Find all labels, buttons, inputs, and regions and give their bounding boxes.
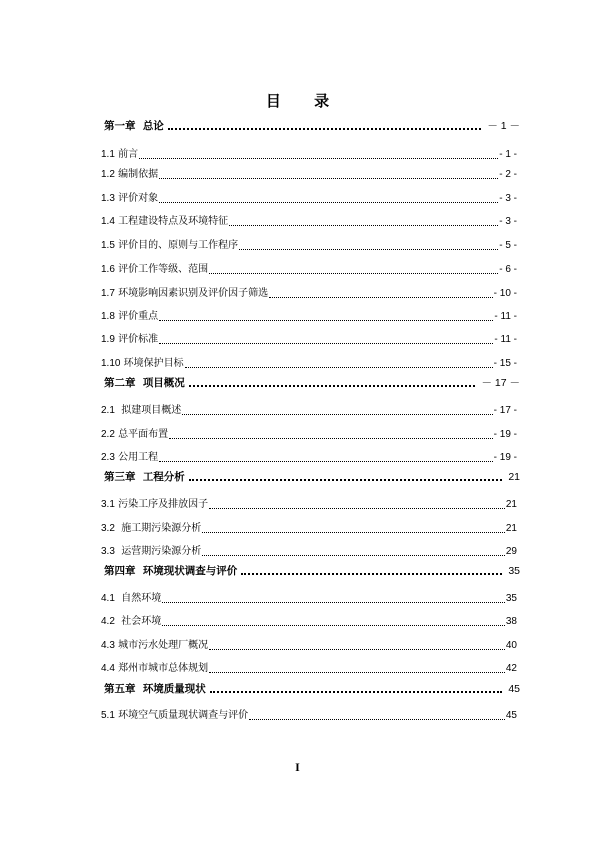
toc-entry-number: 第三章 [104,471,136,483]
toc-entry-label [101,404,181,418]
toc-entry-label [104,682,206,696]
toc-entry-label [101,451,158,465]
toc-entry-number: 1.6 [101,264,115,275]
footer-page-number: I [295,760,300,774]
toc-dot-leader [159,310,493,321]
toc-dot-leader [202,545,505,556]
page-title: 目 录 [265,92,344,110]
toc-entry[interactable] [101,261,517,277]
toc-entry-text: 公用工程 [118,452,159,463]
toc-entry[interactable] [101,285,517,301]
toc-entry-text: 污染工序及排放因子 [118,499,209,510]
toc-entry-number: 2.2 [101,429,115,440]
toc-entry-number: 第二章 [104,377,136,389]
toc-dot-leader [162,615,505,626]
toc-entry-page: - 1 - [499,149,517,160]
toc-entry-label [101,215,228,229]
toc-dot-leader [159,333,493,344]
toc-entry-number: 1.9 [101,334,115,345]
toc-entry-text: 前言 [118,149,139,160]
toc-entry[interactable] [101,190,517,206]
toc-entry-label [101,545,201,559]
toc-chapter-entry[interactable] [104,562,520,578]
toc-entry-label [101,662,208,676]
toc-entry-number: 1.2 [101,169,115,180]
toc-entry-text: 环境空气质量现状调查与评价 [118,710,249,721]
toc-entry[interactable] [101,426,517,442]
toc-entry-number: 2.1 [101,405,115,416]
toc-entry-page: 21 [505,523,517,534]
toc-entry-page: - 19 - [493,429,517,440]
toc-entry-page: - 2 - [499,169,517,180]
toc-entry[interactable] [101,402,517,418]
toc-chapter-entry[interactable] [104,374,520,390]
toc-entry-text: 项目概况 [142,377,185,389]
toc-entry-page: 45 [505,710,517,721]
toc-entry-label [101,615,161,629]
toc-entry-number: 第四章 [104,565,136,577]
toc-entry-number: 第一章 [104,120,136,132]
toc-entry-text: 拟建项目概述 [118,405,182,416]
toc-entry-page: - 11 - [494,334,517,345]
toc-entry-label [104,119,164,133]
toc-dot-leader [159,451,493,462]
toc-entry[interactable] [101,520,517,536]
toc-entry-label [101,310,158,324]
toc-entry-page: 35 [505,593,517,604]
toc-entry-label [101,168,158,182]
toc-entry[interactable] [101,660,517,676]
toc-entry-number: 3.3 [101,546,115,557]
toc-entry-page: - 6 - [499,264,517,275]
toc-dot-leader [269,287,493,298]
toc-entry-text: 评价目的、原则与工作程序 [118,240,239,251]
toc-entry-number: 3.1 [101,499,115,510]
toc-entry-label [101,263,208,277]
toc-entry[interactable] [101,355,517,371]
toc-entry-number: 1.1 [101,149,115,160]
toc-entry-text: 环境质量现状 [142,683,206,695]
toc-entry-number: 4.3 [101,640,115,651]
toc-dot-leader [209,639,505,650]
toc-entry-text: 城市污水处理厂概况 [118,640,209,651]
toc-entry-text: 评价重点 [118,311,159,322]
toc-entry-number: 1.10 [101,358,121,369]
toc-dot-leader [229,215,498,226]
toc-entry-label [101,522,201,536]
toc-entry-number: 4.1 [101,593,115,604]
toc-entry-label [101,148,138,162]
toc-dot-leader [185,357,493,368]
toc-entry-text: 环境保护目标 [123,358,184,369]
toc-entry-page: 35 [508,565,520,577]
toc-entry-page: - 5 - [499,240,517,251]
toc-entry-text: 环境现状调查与评价 [142,565,238,577]
toc-entry-label [104,470,185,484]
toc-entry[interactable] [101,543,517,559]
toc-entry-text: 社会环境 [118,616,162,627]
toc-entry-page: － 17 － [481,377,520,389]
toc-dot-leader [202,522,505,533]
toc-entry-page: - 15 - [493,358,517,369]
toc-entry-label [101,357,184,371]
toc-entry-page: － 1 － [487,120,520,132]
toc-entry-text: 工程分析 [142,471,185,483]
toc-entry[interactable] [101,166,517,182]
toc-entry[interactable] [101,613,517,629]
toc-entry-number: 2.3 [101,452,115,463]
toc-entry-number: 1.3 [101,193,115,204]
toc-entry[interactable] [101,237,517,253]
toc-entry[interactable] [101,707,517,723]
toc-dot-leader [159,192,498,203]
toc-chapter-entry[interactable] [104,680,520,696]
toc-dot-leader [239,239,498,250]
toc-entry[interactable] [101,637,517,653]
toc-entry-page: - 19 - [493,452,517,463]
toc-entry-page: - 3 - [499,216,517,227]
toc-entry-text: 总论 [142,120,164,132]
toc-entry-number: 4.2 [101,616,115,627]
toc-entry-text: 施工期污染源分析 [118,523,202,534]
toc-entry-number: 第五章 [104,683,136,695]
toc-entry-page: - 17 - [493,405,517,416]
toc-entry-number: 1.4 [101,216,115,227]
toc-entry-text: 环境影响因素识别及评价因子筛选 [118,288,269,299]
toc-entry-number: 1.5 [101,240,115,251]
toc-entry-page: 38 [505,616,517,627]
toc-entry-number: 1.7 [101,288,115,299]
toc-entry[interactable] [101,146,517,162]
toc-dot-leader [182,404,492,415]
toc-entry-label [101,333,158,347]
toc-entry-text: 郑州市城市总体规划 [118,663,209,674]
toc-entry-page: 40 [505,640,517,651]
toc-entry[interactable] [101,213,517,229]
toc-entry-label [101,592,161,606]
toc-entry-label [101,239,238,253]
toc-entry-label [101,709,248,723]
toc-entry-label [101,192,158,206]
toc-entry-number: 4.4 [101,663,115,674]
toc-entry-page: - 10 - [493,288,517,299]
toc-entry-page: 21 [508,471,520,483]
toc-entry-page: - 11 - [494,311,517,322]
toc-dot-leader [159,168,498,179]
toc-dot-leader [209,662,505,673]
toc-entry-label [104,376,185,390]
toc-entry-text: 总平面布置 [118,429,169,440]
toc-entry-page: 29 [505,546,517,557]
toc-entry-text: 工程建设特点及环境特征 [118,216,229,227]
toc-dot-leader [249,709,505,720]
toc-entry-text: 自然环境 [118,593,162,604]
toc-entry-text: 编制依据 [118,169,159,180]
toc-entry-label [101,287,268,301]
toc-entry[interactable] [101,590,517,606]
toc-entry-text: 运营期污染源分析 [118,546,202,557]
toc-dot-leader [209,263,498,274]
toc-entry-text: 评价标准 [118,334,159,345]
toc-entry-page: 45 [508,683,520,695]
toc-entry-page: 42 [505,663,517,674]
toc-entry-number: 5.1 [101,710,115,721]
toc-dot-leader [139,148,498,159]
toc-entry-page: 21 [505,499,517,510]
toc-dot-leader [210,681,503,693]
toc-entry[interactable] [101,449,517,465]
toc-entry-label [104,564,237,578]
toc-dot-leader [209,498,505,509]
toc-entry-label [101,498,208,512]
toc-entry-text: 评价对象 [118,193,159,204]
toc-entry-text: 评价工作等级、范围 [118,264,209,275]
toc-chapter-entry[interactable] [104,468,520,484]
toc-dot-leader [189,469,503,481]
toc-dot-leader [241,563,502,575]
toc-chapter-entry[interactable] [104,117,520,133]
toc-dot-leader [168,118,482,130]
toc-dot-leader [162,592,505,603]
toc-entry[interactable] [101,496,517,512]
toc-entry-number: 3.2 [101,523,115,534]
toc-entry-label [101,639,208,653]
toc-entry-page: - 3 - [499,193,517,204]
toc-dot-leader [189,375,476,387]
toc-entry-label [101,428,168,442]
toc-entry[interactable] [101,331,517,347]
toc-entry-number: 1.8 [101,311,115,322]
toc-entry[interactable] [101,308,517,324]
toc-dot-leader [169,428,493,439]
